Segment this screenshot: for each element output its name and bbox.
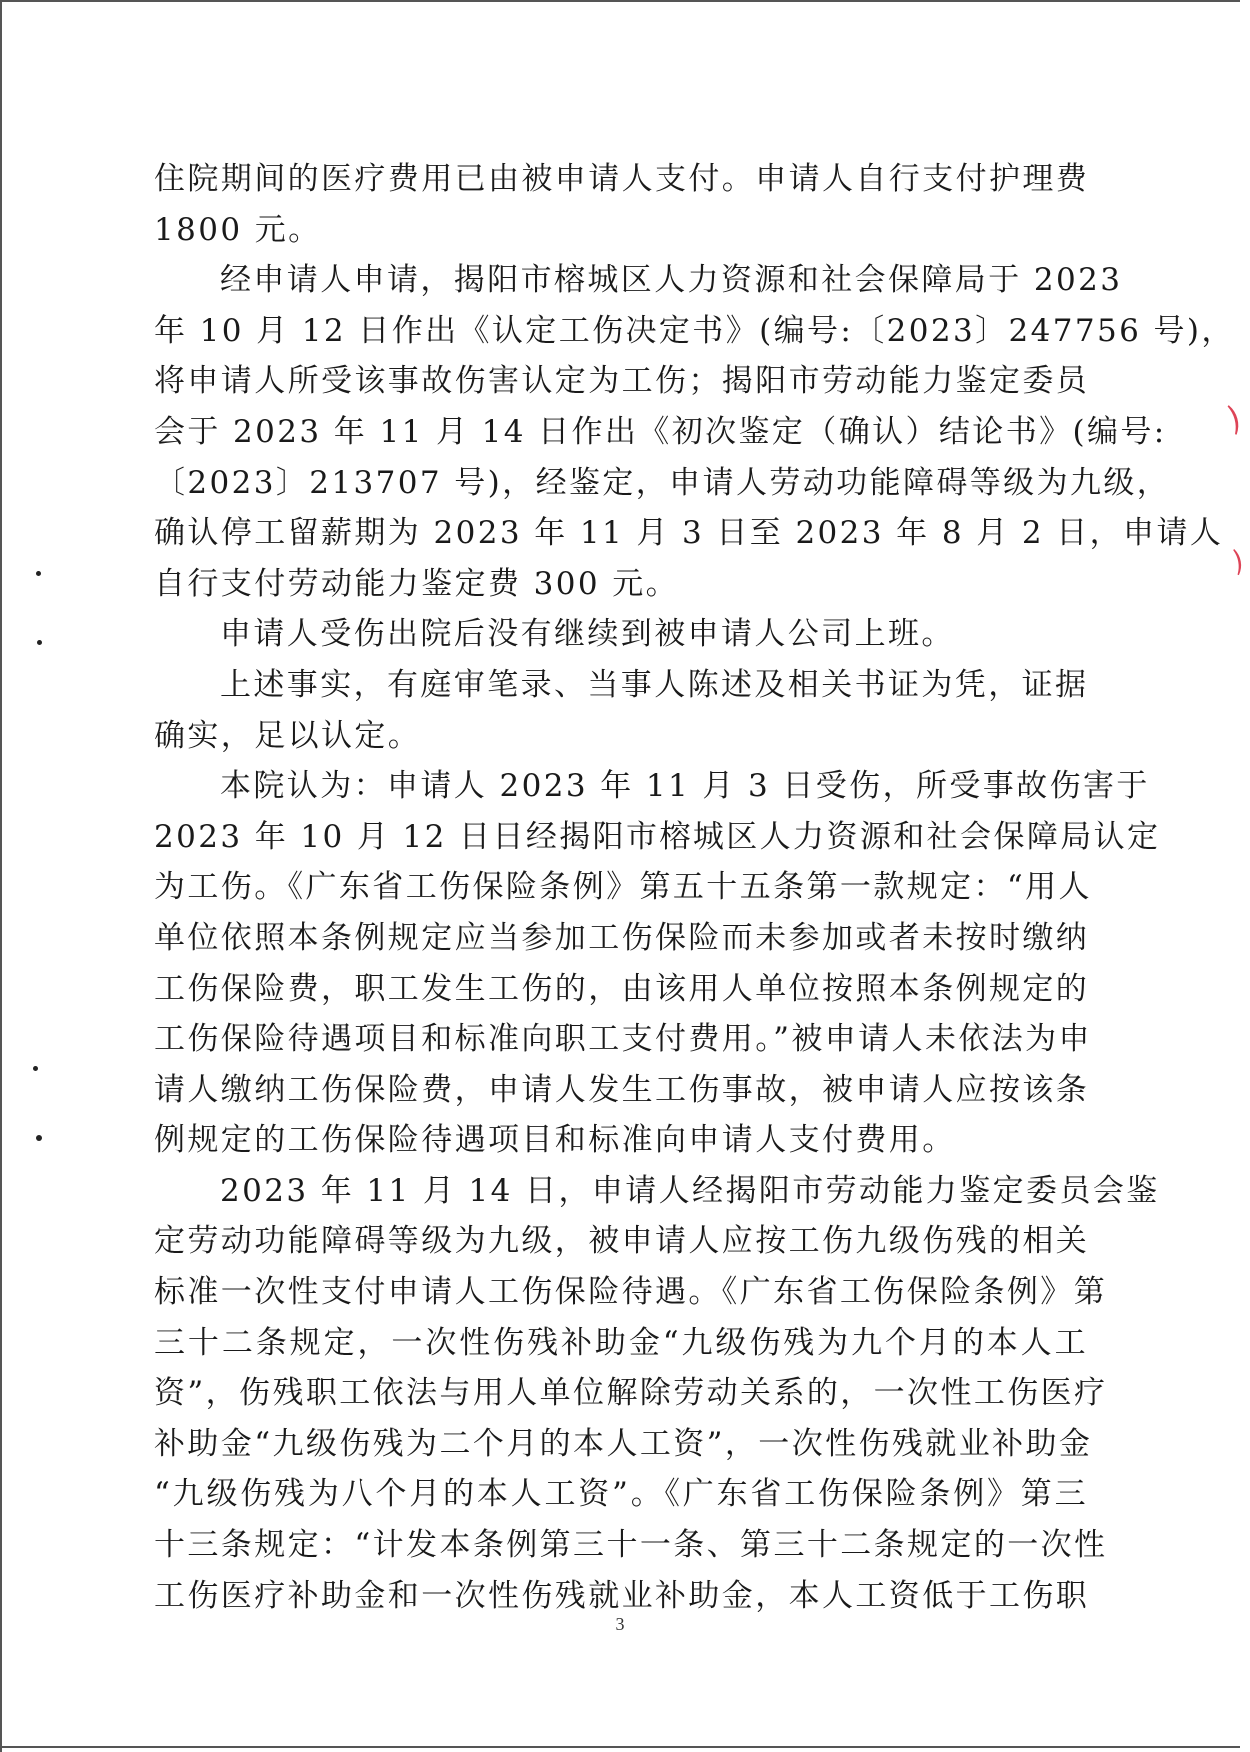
text-line-8: 确认停工留薪期为 2023 年 11 月 3 日至 2023 年 8 月 2 日，申请人	[154, 515, 1224, 552]
text-line-19: 请人缴纳工伤保险费，申请人发生工伤事故，被申请人应按该条	[154, 1071, 1090, 1108]
text-line-28: 十三条规定：“计发本条例第三十一条、第三十二条规定的一次性	[154, 1527, 1108, 1564]
text-line-1: 住院期间的医疗费用已由被申请人支付。申请人自行支付护理费	[154, 161, 1090, 197]
text-line-21: 2023 年 11 月 14 日，申请人经揭阳市劳动能力鉴定委员会鉴	[220, 1172, 1160, 1209]
text-line-2: 1800 元。	[154, 211, 322, 248]
text-line-10: 申请人受伤出院后没有继续到被申请人公司上班。	[220, 616, 955, 653]
text-line-3: 经申请人申请，揭阳市榕城区人力资源和社会保障局于 2023	[220, 262, 1123, 299]
scan-dot-icon	[33, 1066, 38, 1071]
text-line-14: 2023 年 10 月 12 日日经揭阳市榕城区人力资源和社会保障局认定	[154, 818, 1161, 855]
scan-dot-icon	[37, 640, 42, 645]
text-line-26: 补助金“九级伤残为二个月的本人工资”，一次性伤残就业补助金	[154, 1425, 1093, 1462]
text-line-23: 标准一次性支付申请人工伤保险待遇。《广东省工伤保险条例》第	[154, 1274, 1108, 1311]
text-line-27: “九级伤残为八个月的本人工资”。《广东省工伤保险条例》第三	[154, 1476, 1088, 1513]
text-line-16: 单位依照本条例规定应当参加工伤保险而未参加或者未按时缴纳	[154, 919, 1090, 956]
scan-border-top	[0, 0, 1240, 2]
text-line-29: 工伤医疗补助金和一次性伤残就业补助金，本人工资低于工伤职	[154, 1577, 1090, 1614]
scan-border-left	[0, 0, 2, 1752]
scan-dot-icon	[36, 1135, 42, 1141]
document-body	[154, 154, 1235, 1621]
scan-dot-icon	[36, 571, 41, 576]
text-line-18: 工伤保险待遇项目和标准向职工支付费用。”被申请人未依法为申	[154, 1021, 1092, 1058]
text-line-9: 自行支付劳动能力鉴定费 300 元。	[154, 565, 680, 602]
text-line-17: 工伤保险费，职工发生工伤的，由该用人单位按照本条例规定的	[154, 970, 1090, 1007]
text-line-11: 上述事实，有庭审笔录、当事人陈述及相关书证为凭，证据	[220, 666, 1089, 703]
text-line-20: 例规定的工伤保险待遇项目和标准向申请人支付费用。	[154, 1122, 956, 1159]
text-line-22: 定劳动功能障碍等级为九级，被申请人应按工伤九级伤残的相关	[154, 1223, 1090, 1260]
text-line-25: 资”，伤残职工依法与用人单位解除劳动关系的，一次性工伤医疗	[154, 1375, 1108, 1412]
text-line-24: 三十二条规定，一次性伤残补助金“九级伤残为九个月的本人工	[154, 1324, 1088, 1361]
page-number: 3	[615, 1614, 625, 1634]
text-line-4: 年 10 月 12 日作出《认定工伤决定书》(编号:〔2023〕247756 号)，	[154, 312, 1235, 349]
seal-fragment-icon: ⌒	[1200, 403, 1243, 442]
text-line-7: 〔2023〕213707 号)，经鉴定，申请人劳动功能障碍等级为九级，	[154, 464, 1171, 501]
text-line-13: 本院认为：申请人 2023 年 11 月 3 日受伤，所受事故伤害于	[220, 768, 1150, 805]
text-line-15: 为工伤。《广东省工伤保险条例》第五十五条第一款规定：“用人	[154, 869, 1092, 906]
text-line-12: 确实，足以认定。	[154, 717, 422, 754]
text-line-5: 将申请人所受该事故伤害认定为工伤；揭阳市劳动能力鉴定委员	[154, 363, 1090, 400]
scan-border-bottom	[0, 1746, 1240, 1748]
text-line-6: 会于 2023 年 11 月 14 日作出《初次鉴定（确认）结论书》(编号:	[154, 413, 1167, 450]
seal-fragment-icon: ⌒	[1209, 548, 1244, 580]
